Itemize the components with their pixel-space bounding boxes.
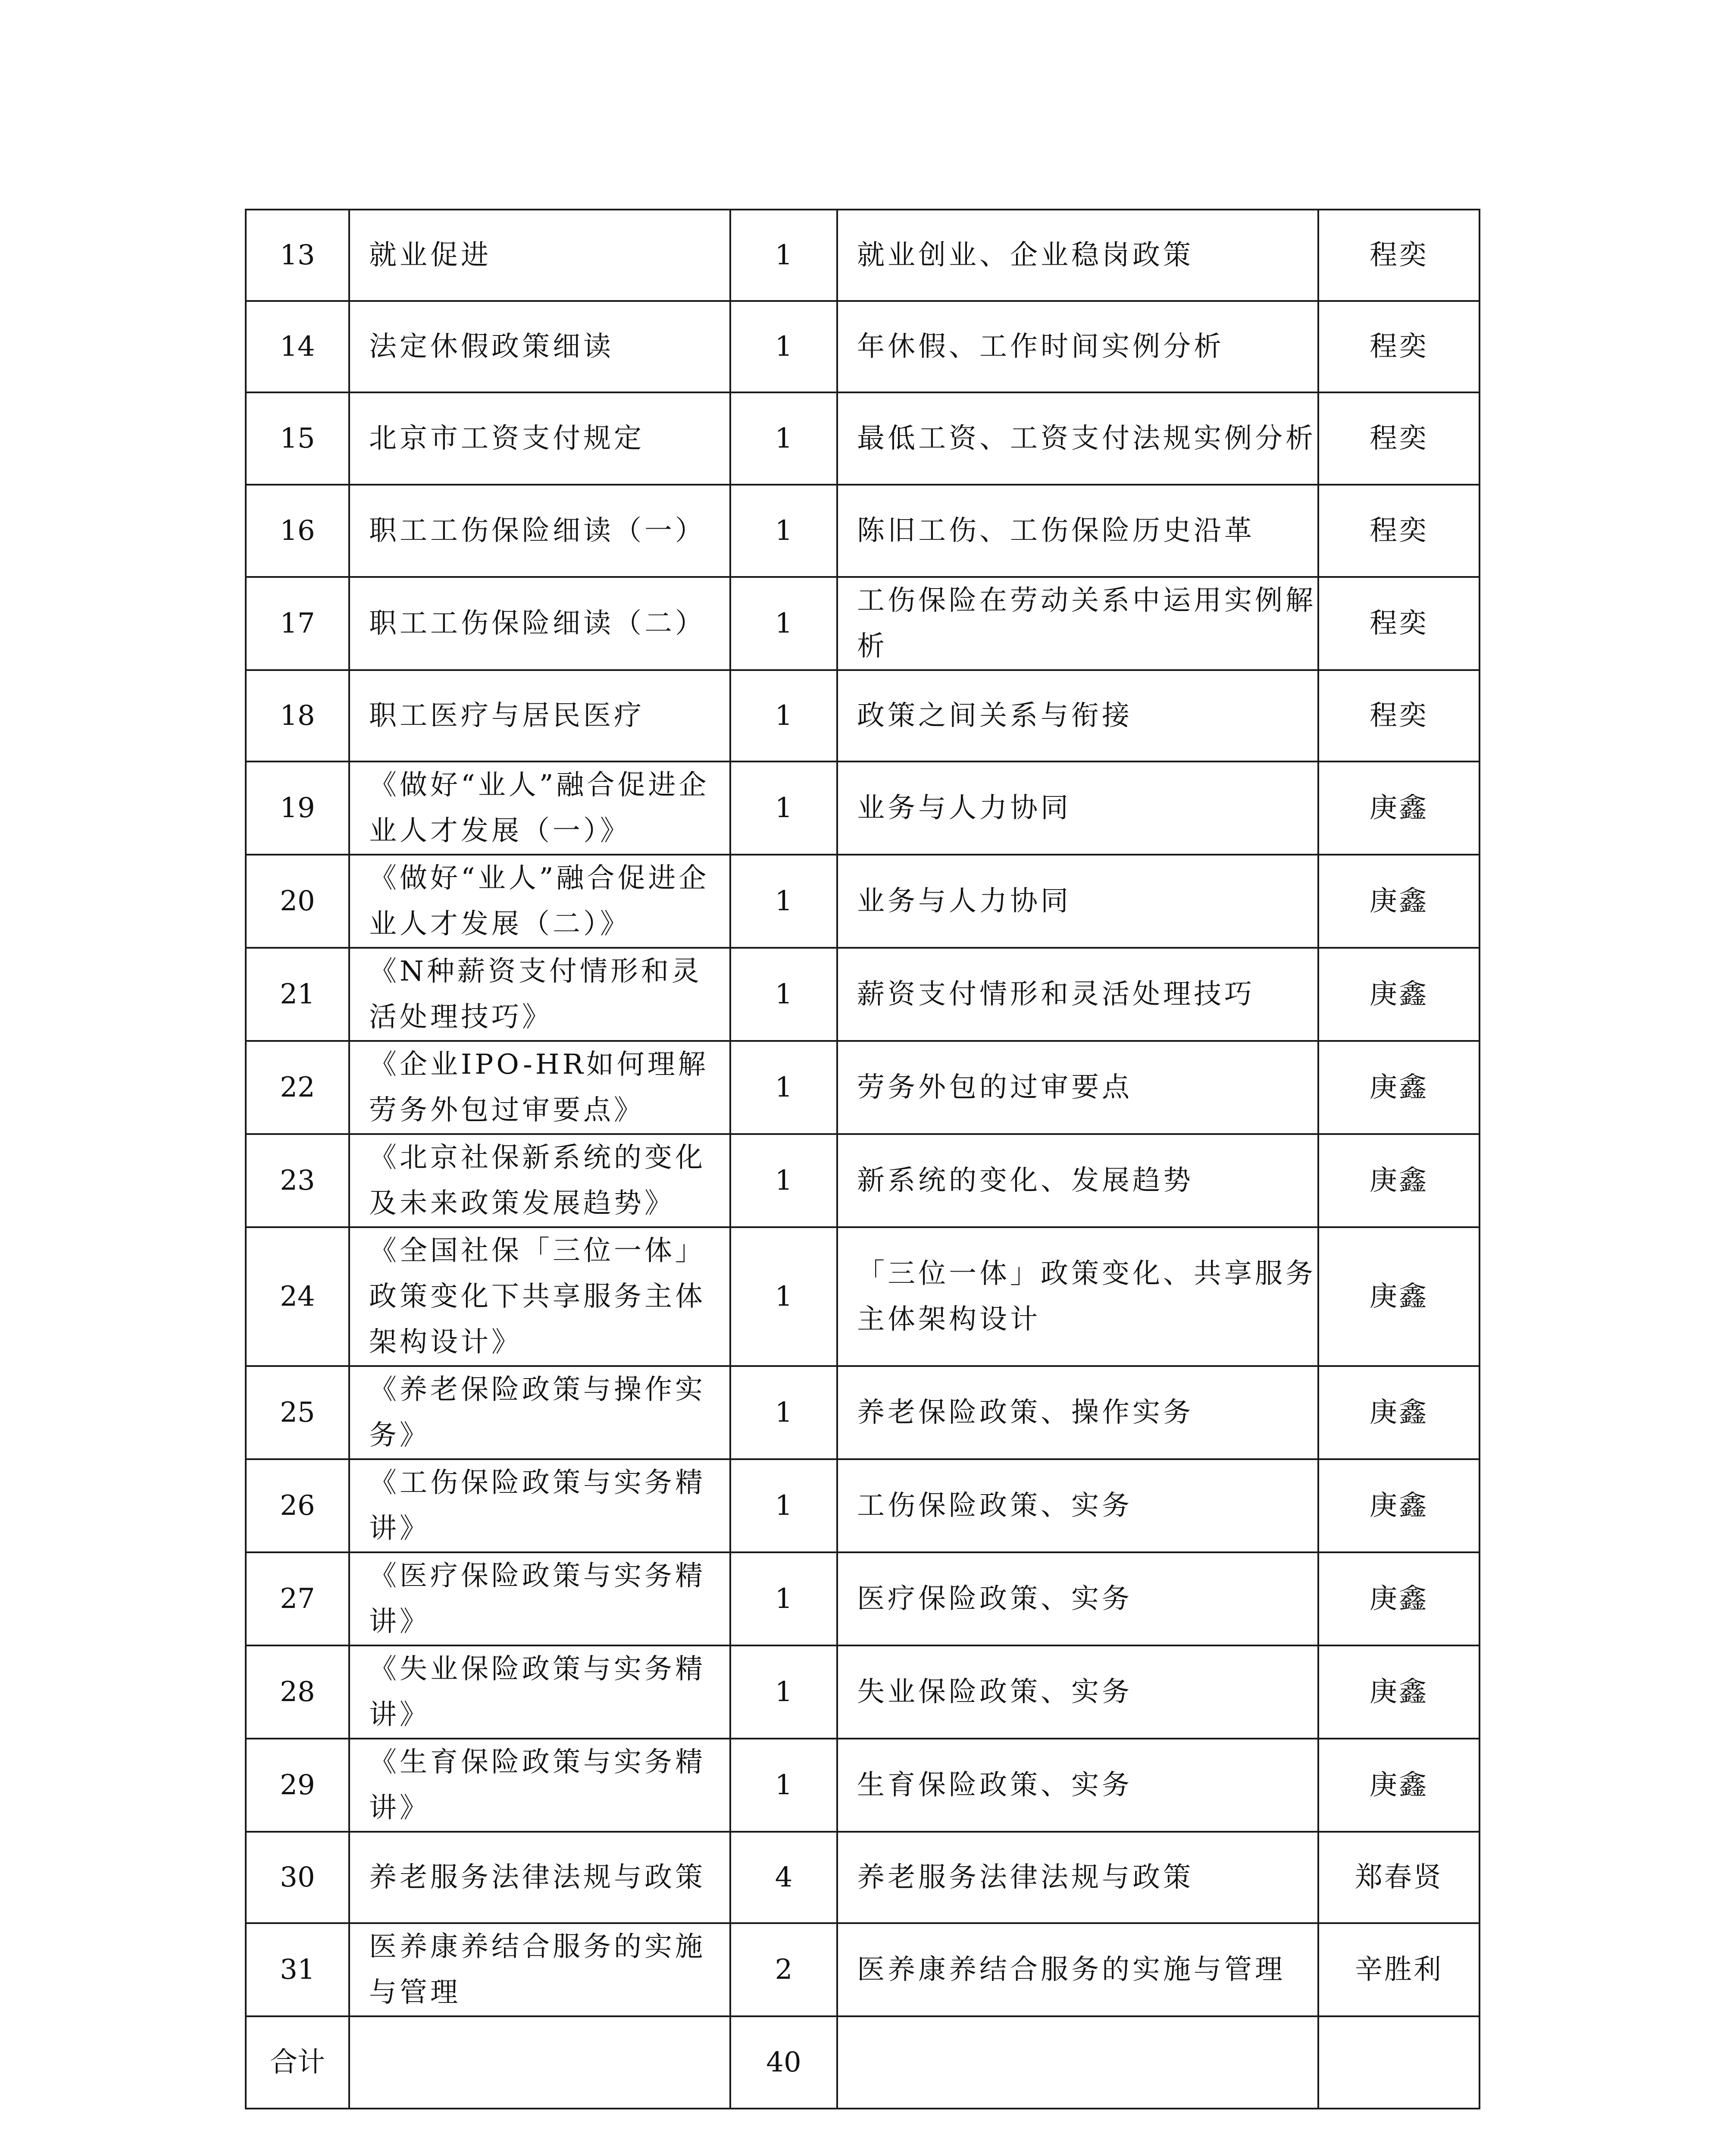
course-teacher: 程奕: [1318, 670, 1480, 761]
course-content: 养老保险政策、操作实务: [837, 1366, 1318, 1459]
course-table: [245, 209, 1480, 2109]
row-number: 30: [246, 1832, 349, 1923]
course-content: 政策之间关系与衔接: [837, 670, 1318, 761]
row-number: 21: [246, 948, 349, 1041]
course-hours: 1: [730, 1134, 837, 1227]
course-name: 职工工伤保险细读（二）: [349, 577, 730, 670]
course-teacher: 程奕: [1318, 210, 1480, 301]
table-row: [246, 948, 1480, 1041]
course-content: 生育保险政策、实务: [837, 1739, 1318, 1832]
course-name: 《做好“业人”融合促进企业人才发展（二）》: [349, 855, 730, 948]
row-number: 20: [246, 855, 349, 948]
course-name: 《失业保险政策与实务精讲》: [349, 1645, 730, 1739]
course-name: 《做好“业人”融合促进企业人才发展（一）》: [349, 761, 730, 855]
row-number: 19: [246, 761, 349, 855]
total-teacher: [1318, 2016, 1480, 2109]
course-content: 最低工资、工资支付法规实例分析: [837, 392, 1318, 485]
row-number: 15: [246, 392, 349, 485]
course-hours: 4: [730, 1832, 837, 1923]
course-hours: 1: [730, 855, 837, 948]
course-name: 《全国社保「三位一体」政策变化下共享服务主体架构设计》: [349, 1227, 730, 1366]
course-content: 业务与人力协同: [837, 761, 1318, 855]
course-teacher: 程奕: [1318, 577, 1480, 670]
table-body: [246, 210, 1480, 2109]
course-teacher: 庚鑫: [1318, 1459, 1480, 1552]
table-row: [246, 670, 1480, 761]
total-row: [246, 2016, 1480, 2109]
row-number: 22: [246, 1041, 349, 1134]
table-row: [246, 1645, 1480, 1739]
table-row: [246, 485, 1480, 577]
table-row: [246, 301, 1480, 392]
course-name: 《N种薪资支付情形和灵活处理技巧》: [349, 948, 730, 1041]
course-hours: 1: [730, 948, 837, 1041]
course-teacher: 庚鑫: [1318, 855, 1480, 948]
course-hours: 1: [730, 392, 837, 485]
table-row: [246, 1041, 1480, 1134]
row-number: 25: [246, 1366, 349, 1459]
course-hours: 2: [730, 1923, 837, 2016]
course-teacher: 庚鑫: [1318, 1552, 1480, 1645]
course-hours: 1: [730, 1739, 837, 1832]
table-row: [246, 1134, 1480, 1227]
course-name: 《养老保险政策与操作实务》: [349, 1366, 730, 1459]
table-row: [246, 1923, 1480, 2016]
course-content: 年休假、工作时间实例分析: [837, 301, 1318, 392]
course-teacher: 庚鑫: [1318, 1227, 1480, 1366]
course-name: 《医疗保险政策与实务精讲》: [349, 1552, 730, 1645]
table-row: [246, 210, 1480, 301]
course-content: 医疗保险政策、实务: [837, 1552, 1318, 1645]
row-number: 13: [246, 210, 349, 301]
course-name: 就业促进: [349, 210, 730, 301]
course-teacher: 程奕: [1318, 392, 1480, 485]
course-name: 养老服务法律法规与政策: [349, 1832, 730, 1923]
row-number: 27: [246, 1552, 349, 1645]
table-row: [246, 1832, 1480, 1923]
course-content: 劳务外包的过审要点: [837, 1041, 1318, 1134]
course-content: 医养康养结合服务的实施与管理: [837, 1923, 1318, 2016]
course-teacher: 庚鑫: [1318, 1134, 1480, 1227]
row-number: 16: [246, 485, 349, 577]
course-content: 「三位一体」政策变化、共享服务主体架构设计: [837, 1227, 1318, 1366]
table-row: [246, 1459, 1480, 1552]
course-hours: 1: [730, 1227, 837, 1366]
row-number: 23: [246, 1134, 349, 1227]
course-name: 法定休假政策细读: [349, 301, 730, 392]
course-content: 薪资支付情形和灵活处理技巧: [837, 948, 1318, 1041]
course-name: 北京市工资支付规定: [349, 392, 730, 485]
table-row: [246, 577, 1480, 670]
table-row: [246, 761, 1480, 855]
course-content: 养老服务法律法规与政策: [837, 1832, 1318, 1923]
row-number: 28: [246, 1645, 349, 1739]
course-hours: 1: [730, 210, 837, 301]
table-row: [246, 1739, 1480, 1832]
table-row: [246, 1366, 1480, 1459]
course-teacher: 庚鑫: [1318, 1366, 1480, 1459]
course-hours: 1: [730, 670, 837, 761]
table-row: [246, 855, 1480, 948]
row-number: 31: [246, 1923, 349, 2016]
course-content: 失业保险政策、实务: [837, 1645, 1318, 1739]
row-number: 29: [246, 1739, 349, 1832]
course-name: 《企业IPO-HR如何理解劳务外包过审要点》: [349, 1041, 730, 1134]
course-teacher: 庚鑫: [1318, 1645, 1480, 1739]
total-name: [349, 2016, 730, 2109]
course-teacher: 辛胜利: [1318, 1923, 1480, 2016]
course-hours: 1: [730, 1366, 837, 1459]
table-row: [246, 1552, 1480, 1645]
course-content: 业务与人力协同: [837, 855, 1318, 948]
course-name: 《生育保险政策与实务精讲》: [349, 1739, 730, 1832]
row-number: 26: [246, 1459, 349, 1552]
course-teacher: 庚鑫: [1318, 1041, 1480, 1134]
course-name: 职工工伤保险细读（一）: [349, 485, 730, 577]
course-hours: 1: [730, 1459, 837, 1552]
course-teacher: 庚鑫: [1318, 761, 1480, 855]
course-name: 职工医疗与居民医疗: [349, 670, 730, 761]
course-content: 工伤保险在劳动关系中运用实例解析: [837, 577, 1318, 670]
course-teacher: 庚鑫: [1318, 948, 1480, 1041]
course-hours: 1: [730, 761, 837, 855]
course-content: 陈旧工伤、工伤保险历史沿革: [837, 485, 1318, 577]
total-content: [837, 2016, 1318, 2109]
table-row: [246, 392, 1480, 485]
course-content: 新系统的变化、发展趋势: [837, 1134, 1318, 1227]
course-content: 就业创业、企业稳岗政策: [837, 210, 1318, 301]
course-hours: 1: [730, 485, 837, 577]
total-hours: 40: [730, 2016, 837, 2109]
total-label: 合计: [246, 2016, 349, 2109]
course-teacher: 庚鑫: [1318, 1739, 1480, 1832]
course-hours: 1: [730, 1552, 837, 1645]
course-teacher: 郑春贤: [1318, 1832, 1480, 1923]
course-content: 工伤保险政策、实务: [837, 1459, 1318, 1552]
course-teacher: 程奕: [1318, 301, 1480, 392]
table-row: [246, 1227, 1480, 1366]
course-name: 医养康养结合服务的实施与管理: [349, 1923, 730, 2016]
course-teacher: 程奕: [1318, 485, 1480, 577]
course-name: 《工伤保险政策与实务精讲》: [349, 1459, 730, 1552]
row-number: 17: [246, 577, 349, 670]
row-number: 14: [246, 301, 349, 392]
course-hours: 1: [730, 301, 837, 392]
course-hours: 1: [730, 1645, 837, 1739]
course-hours: 1: [730, 1041, 837, 1134]
row-number: 18: [246, 670, 349, 761]
row-number: 24: [246, 1227, 349, 1366]
course-name: 《北京社保新系统的变化及未来政策发展趋势》: [349, 1134, 730, 1227]
course-hours: 1: [730, 577, 837, 670]
